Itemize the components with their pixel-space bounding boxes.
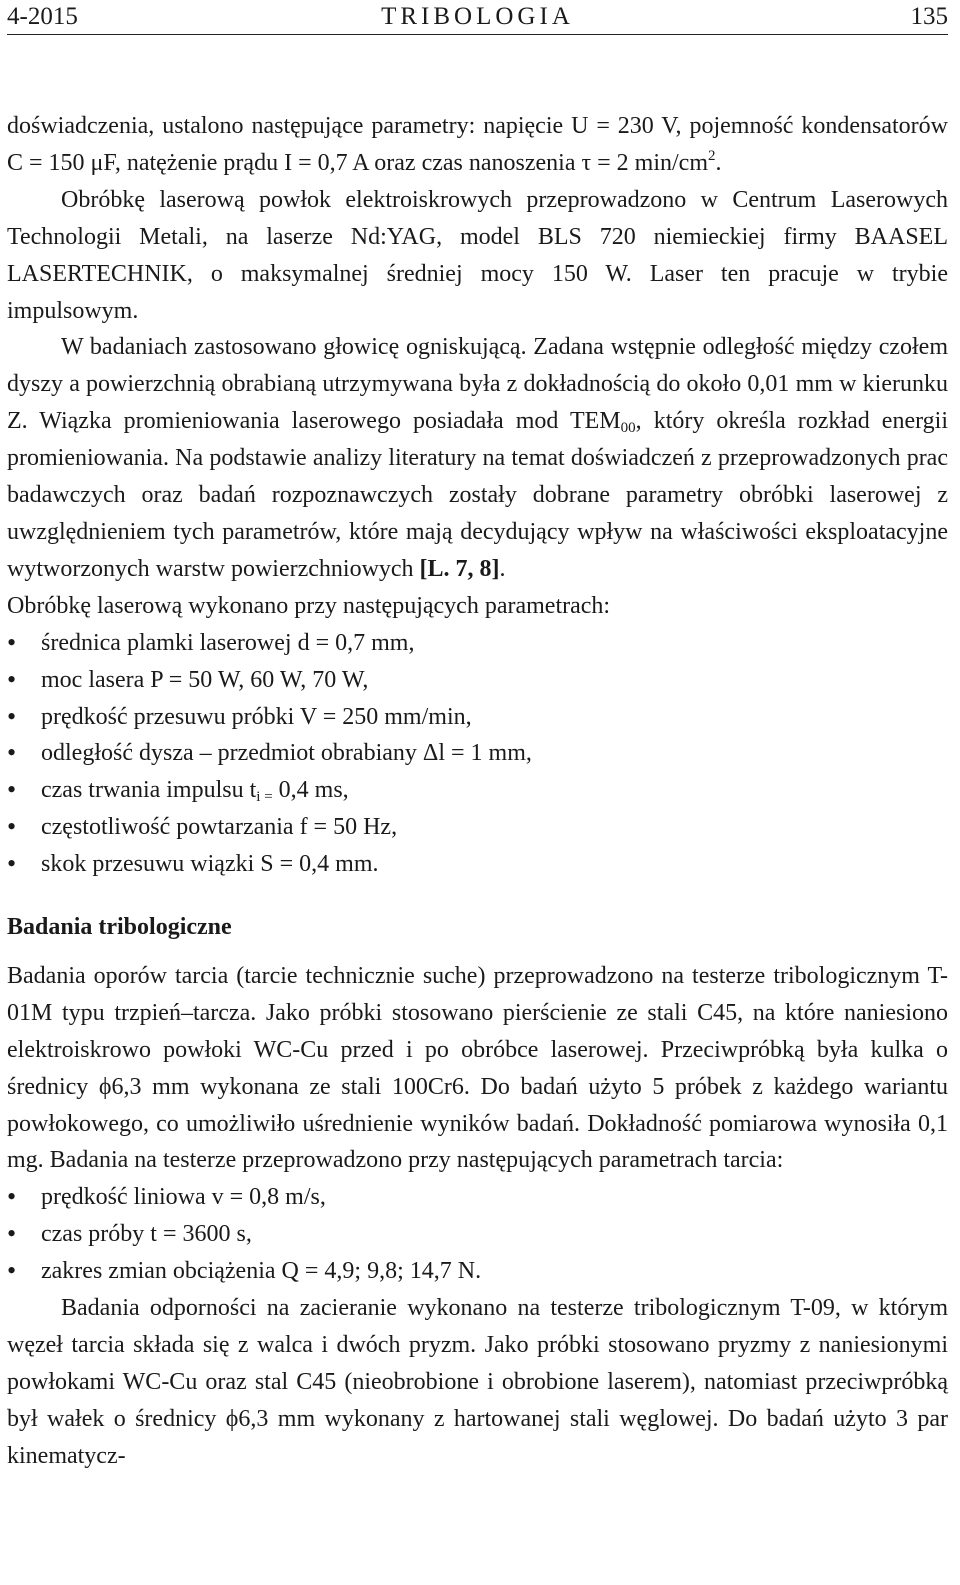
list-item: • odległość dysza – przedmiot obrabiany Δl = 1 mm, bbox=[7, 735, 948, 772]
running-header bbox=[7, 0, 948, 35]
list-item: • skok przesuwu wiązki S = 0,4 mm. bbox=[7, 846, 948, 883]
issue-number: 4-2015 bbox=[7, 3, 78, 30]
section-heading: Badania tribologiczne bbox=[7, 914, 232, 941]
paragraph-friction-tests: Badania oporów tarcia (tarcie technicznie suche) przeprowadzono na testerze tribologicznym T-01M typu trzpień–tarcza. Jako próbki stosowano pierścienie ze stali C45, na które naniesiono elektroiskrowo powłoki WC-Cu przed i po obróbce laserowej. Przeciwpróbką była kulka o średnicy ϕ6,3 mm wykonana ze stali 100Cr6. Do badań użyto 5 próbek z każdego wariantu powłokowego, co umożliwiło uśrednienie wyników badań. Dokładność pomiarowa wynosiła 0,1 mg. Badania na testerze przeprowadzono przy następujących parametrach tarcia: bbox=[7, 962, 948, 1174]
list-item: • prędkość przesuwu próbki V = 250 mm/min, bbox=[7, 699, 948, 736]
paragraph-focusing-head: W badaniach zastosowano głowicę ogniskującą. Zadana wstępnie odległość między czołem dyszy a powierzchnią obrabianą utrzymywana była z dokładnością do około 0,01 mm w kierunku Z. Wiązka promieniowania laserowego posiadała mod $TEM_{00}$, który określa rozkład energii promieniowania. Na podstawie analizy literatury na temat doświadczeń z przeprowadzonych prac badawczych oraz badań rozpoznawczych zostały dobrane parametry obróbki laserowej z uwzględnieniem tych parametrów, które mają decydujący wpływ na właściwości eksploatacyjne wytworzonych warstw powierzchniowych [L. 7, 8]. bbox=[7, 334, 948, 582]
paragraph-deposition-params: doświadczenia, ustalono następujące parametry: napięcie U = 230 V, pojemność kondensatorów C = 150 μF, natężenie prądu I = 0,7 A oraz czas nanoszenia τ = 2 $\min/cm^2$. bbox=[7, 113, 948, 176]
page-number: 135 bbox=[910, 3, 948, 30]
article-body bbox=[7, 108, 948, 1475]
citation: [L. 7, 8] bbox=[419, 555, 500, 582]
list-item: • czas trwania impulsu $t_{i =}$ 0,4 ms, bbox=[7, 772, 948, 809]
friction-params-list bbox=[7, 1179, 948, 1290]
paragraph-laser-params-intro: Obróbkę laserową wykonano przy następujących parametrach: bbox=[7, 592, 611, 619]
journal-name: TRIBOLOGIA bbox=[381, 3, 574, 30]
list-item: • prędkość liniowa v = 0,8 m/s, bbox=[7, 1179, 948, 1216]
paragraph-seizure-tests: Badania odporności na zacieranie wykonano na testerze tribologicznym T-09, w którym węzeł tarcia składa się z walca i dwóch pryzm. Jako próbki stosowano pryzmy z naniesionymi powłokami WC-Cu oraz stal C45 (nieobrobione i obrobione laserem), natomiast przeciwpróbką był wałek o średnicy ϕ6,3 mm wykonany z hartowanej stali węglowej. Do badań użyto 3 par kinematycz- bbox=[7, 1295, 948, 1469]
list-item: • moc lasera P = 50 W, 60 W, 70 W, bbox=[7, 662, 948, 699]
paragraph-laser-treatment: Obróbkę laserową powłok elektroiskrowych przeprowadzono w Centrum Laserowych Technologii Metali, na laserze Nd:YAG, model BLS 720 niemieckiej firmy BAASEL LASERTECHNIK, o maksymalnej średniej mocy 150 W. Laser ten pracuje w trybie impulsowym. bbox=[7, 186, 948, 324]
list-item: • zakres zmian obciążenia Q = 4,9; 9,8; 14,7 N. bbox=[7, 1253, 948, 1290]
list-item: • średnica plamki laserowej d = 0,7 mm, bbox=[7, 625, 948, 662]
laser-params-list bbox=[7, 625, 948, 883]
list-item: • częstotliwość powtarzania f = 50 Hz, bbox=[7, 809, 948, 846]
list-item: • czas próby t = 3600 s, bbox=[7, 1216, 948, 1253]
